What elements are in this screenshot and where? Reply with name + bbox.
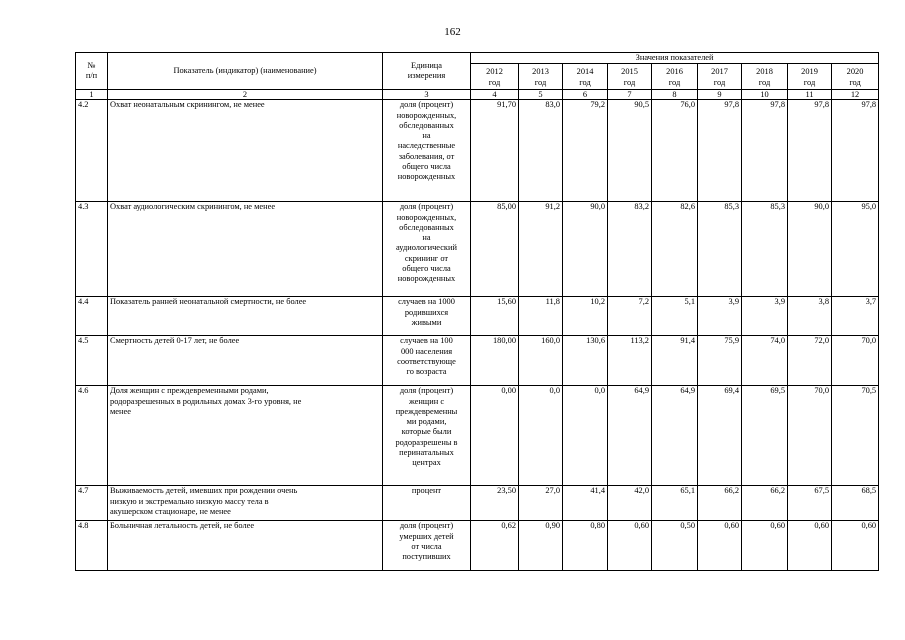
row-number: 4.4 <box>76 297 108 336</box>
column-numbers-row <box>76 90 879 100</box>
value-cell: 23,50 <box>471 486 519 521</box>
row-number: 4.7 <box>76 486 108 521</box>
column-number: 3 <box>383 90 471 100</box>
indicator-name: Охват аудиологическим скринингом, не менее <box>108 202 383 297</box>
value-cell: 85,3 <box>698 202 742 297</box>
header-num: № п/п <box>76 53 108 90</box>
value-cell: 180,00 <box>471 336 519 386</box>
column-number: 6 <box>563 90 608 100</box>
value-cell: 85,00 <box>471 202 519 297</box>
value-cell: 76,0 <box>652 100 698 202</box>
value-cell: 91,4 <box>652 336 698 386</box>
header-year: 2017 год <box>698 64 742 90</box>
value-cell: 0,90 <box>519 521 563 571</box>
value-cell: 15,60 <box>471 297 519 336</box>
value-cell: 70,0 <box>788 386 832 486</box>
value-cell: 3,7 <box>832 297 879 336</box>
indicator-name: Доля женщин с преждевременными родами, родоразрешенных в родильных домах 3-го уровня, не менее <box>108 386 383 486</box>
value-cell: 95,0 <box>832 202 879 297</box>
indicators-table <box>75 52 879 571</box>
value-cell: 3,8 <box>788 297 832 336</box>
value-cell: 83,0 <box>519 100 563 202</box>
value-cell: 97,8 <box>788 100 832 202</box>
value-cell: 42,0 <box>608 486 652 521</box>
row-number: 4.8 <box>76 521 108 571</box>
row-number: 4.2 <box>76 100 108 202</box>
table-row <box>76 486 879 521</box>
value-cell: 90,0 <box>563 202 608 297</box>
table-body <box>76 100 879 571</box>
value-cell: 0,60 <box>698 521 742 571</box>
value-cell: 0,60 <box>832 521 879 571</box>
value-cell: 65,1 <box>652 486 698 521</box>
value-cell: 0,60 <box>742 521 788 571</box>
value-cell: 66,2 <box>742 486 788 521</box>
value-cell: 90,0 <box>788 202 832 297</box>
value-cell: 82,6 <box>652 202 698 297</box>
column-number: 12 <box>832 90 879 100</box>
unit-of-measure: доля (процент) женщин с преждевременны ми родами, которые были родоразрешены в перинатальных центрах <box>383 386 471 486</box>
header-year: 2012 год <box>471 64 519 90</box>
row-number: 4.5 <box>76 336 108 386</box>
column-number: 9 <box>698 90 742 100</box>
table-row <box>76 336 879 386</box>
value-cell: 85,3 <box>742 202 788 297</box>
value-cell: 27,0 <box>519 486 563 521</box>
value-cell: 83,2 <box>608 202 652 297</box>
value-cell: 97,8 <box>698 100 742 202</box>
header-year: 2015 год <box>608 64 652 90</box>
column-number: 1 <box>76 90 108 100</box>
value-cell: 67,5 <box>788 486 832 521</box>
indicator-name: Больничная летальность детей, не более <box>108 521 383 571</box>
value-cell: 113,2 <box>608 336 652 386</box>
value-cell: 3,9 <box>742 297 788 336</box>
value-cell: 0,0 <box>519 386 563 486</box>
column-number: 4 <box>471 90 519 100</box>
indicator-name: Выживаемость детей, имевших при рождении очень низкую и экстремально низкую массу тела в акушерском стационаре, не менее <box>108 486 383 521</box>
value-cell: 91,2 <box>519 202 563 297</box>
value-cell: 0,62 <box>471 521 519 571</box>
column-number: 5 <box>519 90 563 100</box>
value-cell: 70,0 <box>832 336 879 386</box>
header-year: 2018 год <box>742 64 788 90</box>
value-cell: 70,5 <box>832 386 879 486</box>
value-cell: 0,60 <box>608 521 652 571</box>
unit-of-measure: процент <box>383 486 471 521</box>
header-values-group: Значения показателей <box>471 53 879 64</box>
value-cell: 69,5 <box>742 386 788 486</box>
row-number: 4.3 <box>76 202 108 297</box>
value-cell: 72,0 <box>788 336 832 386</box>
value-cell: 41,4 <box>563 486 608 521</box>
column-number: 2 <box>108 90 383 100</box>
indicator-name: Показатель ранней неонатальной смертности, не более <box>108 297 383 336</box>
unit-of-measure: доля (процент) новорожденных, обследованных на аудиологический скрининг от общего числа новорожденных <box>383 202 471 297</box>
table-row <box>76 386 879 486</box>
indicator-name: Охват неонатальным скринингом, не менее <box>108 100 383 202</box>
table-row <box>76 100 879 202</box>
value-cell: 0,60 <box>788 521 832 571</box>
column-number: 7 <box>608 90 652 100</box>
header-year: 2014 год <box>563 64 608 90</box>
indicator-name: Смертность детей 0-17 лет, не более <box>108 336 383 386</box>
value-cell: 91,70 <box>471 100 519 202</box>
value-cell: 0,50 <box>652 521 698 571</box>
header-year: 2020 год <box>832 64 879 90</box>
value-cell: 69,4 <box>698 386 742 486</box>
value-cell: 90,5 <box>608 100 652 202</box>
value-cell: 66,2 <box>698 486 742 521</box>
header-year: 2013 год <box>519 64 563 90</box>
value-cell: 5,1 <box>652 297 698 336</box>
value-cell: 64,9 <box>652 386 698 486</box>
value-cell: 10,2 <box>563 297 608 336</box>
page-number: 162 <box>444 26 461 38</box>
value-cell: 0,80 <box>563 521 608 571</box>
unit-of-measure: доля (процент) умерших детей от числа поступивших <box>383 521 471 571</box>
value-cell: 79,2 <box>563 100 608 202</box>
value-cell: 74,0 <box>742 336 788 386</box>
unit-of-measure: случаев на 1000 родившихся живыми <box>383 297 471 336</box>
table-row <box>76 202 879 297</box>
unit-of-measure: случаев на 100 000 населения соответствующе го возраста <box>383 336 471 386</box>
column-number: 10 <box>742 90 788 100</box>
header-year: 2016 год <box>652 64 698 90</box>
value-cell: 68,5 <box>832 486 879 521</box>
table-row <box>76 521 879 571</box>
value-cell: 97,8 <box>742 100 788 202</box>
value-cell: 0,00 <box>471 386 519 486</box>
value-cell: 75,9 <box>698 336 742 386</box>
row-number: 4.6 <box>76 386 108 486</box>
column-number: 8 <box>652 90 698 100</box>
table-header <box>76 53 879 100</box>
header-indicator: Показатель (индикатор) (наименование) <box>108 53 383 90</box>
value-cell: 3,9 <box>698 297 742 336</box>
value-cell: 64,9 <box>608 386 652 486</box>
value-cell: 7,2 <box>608 297 652 336</box>
header-year: 2019 год <box>788 64 832 90</box>
value-cell: 97,8 <box>832 100 879 202</box>
table-row <box>76 297 879 336</box>
value-cell: 160,0 <box>519 336 563 386</box>
column-number: 11 <box>788 90 832 100</box>
value-cell: 130,6 <box>563 336 608 386</box>
unit-of-measure: доля (процент) новорожденных, обследованных на наследственные заболевания, от общего числа новорожденных <box>383 100 471 202</box>
value-cell: 0,0 <box>563 386 608 486</box>
value-cell: 11,8 <box>519 297 563 336</box>
header-unit: Единица измерения <box>383 53 471 90</box>
